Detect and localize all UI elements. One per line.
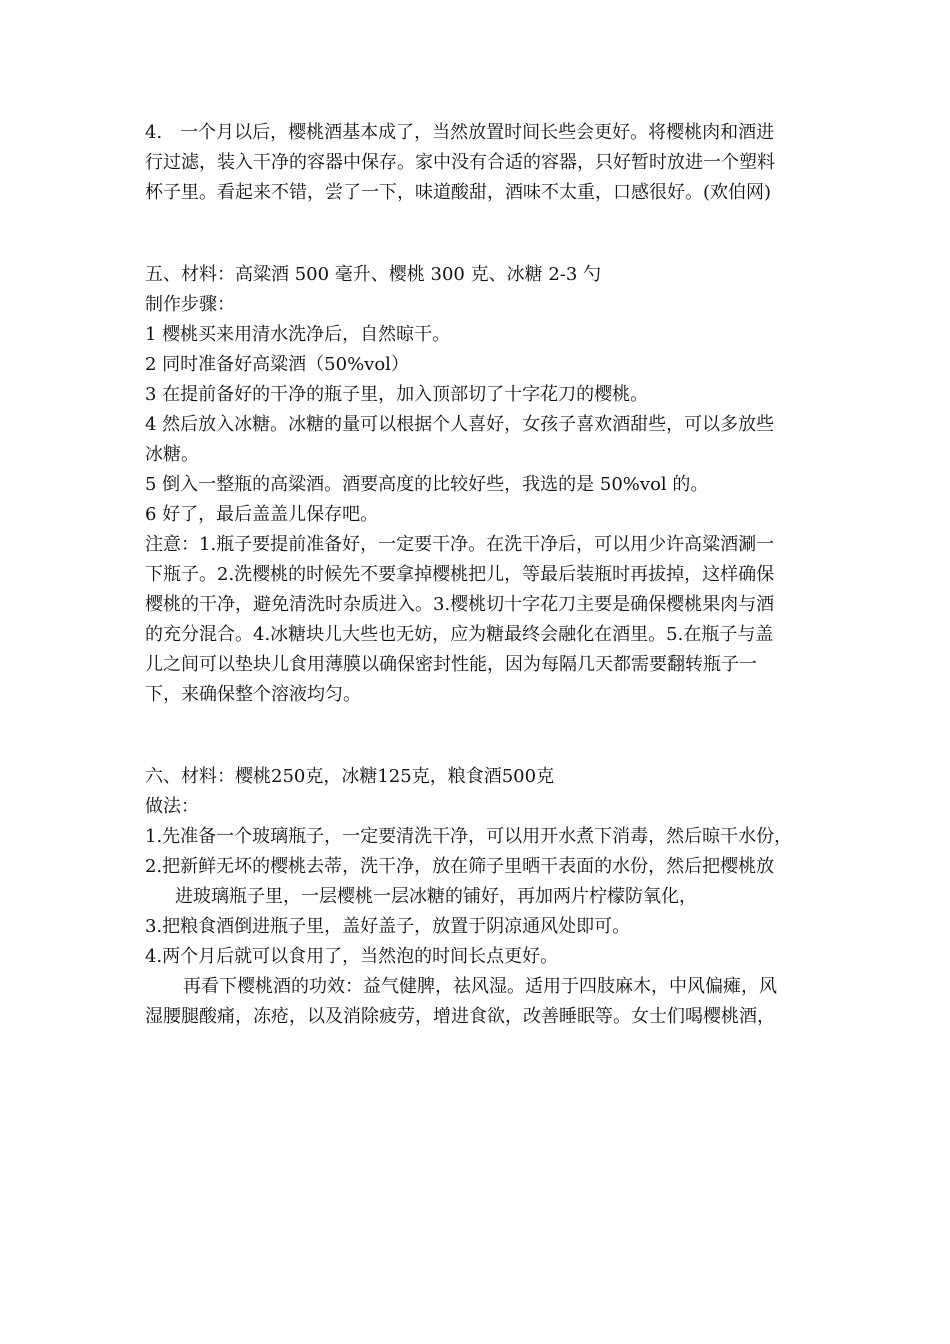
note-line: 注意：1.瓶子要提前准备好，一定要干净。在洗干净后，可以用少许高粱酒涮一 bbox=[145, 534, 775, 555]
section-4 bbox=[145, 118, 815, 208]
paragraph-line: 4. 一个月以后，樱桃酒基本成了，当然放置时间长些会更好。将樱桃肉和酒进 bbox=[145, 122, 775, 143]
method-step-2: 2.把新鲜无坏的樱桃去蒂，洗干净，放在筛子里晒干表面的水份，然后把樱桃放 bbox=[145, 856, 775, 877]
step-line: 4 然后放入冰糖。冰糖的量可以根据个人喜好，女孩子喜欢酒甜些，可以多放些 bbox=[145, 414, 775, 435]
note-line: 的充分混合。4.冰糖块儿大些也无妨，应为糖最终会融化在酒里。5.在瓶子与盖 bbox=[145, 624, 774, 645]
note-line: 下瓶子。2.洗樱桃的时候先不要拿掉樱桃把儿，等最后装瓶时再拔掉，这样确保 bbox=[145, 564, 775, 585]
note-line: 儿之间可以垫块儿食用薄膜以确保密封性能，因为每隔几天都需要翻转瓶子一 bbox=[145, 654, 757, 675]
document-page bbox=[145, 118, 815, 1032]
note-line: 下，来确保整个溶液均匀。 bbox=[145, 684, 361, 705]
step-line: 2 同时准备好高粱酒（50%vol） bbox=[145, 354, 409, 375]
section-6-title: 六、材料：樱桃250克，冰糖125克，粮食酒500克 bbox=[145, 766, 555, 787]
step-line: 冰糖。 bbox=[145, 444, 199, 465]
efficacy-line: 再看下樱桃酒的功效：益气健脾，祛风湿。适用于四肢麻木，中风偏瘫，风 bbox=[183, 976, 777, 997]
method-step-2-continued: 进玻璃瓶子里，一层樱桃一层冰糖的铺好，再加两片柠檬防氧化， bbox=[175, 886, 697, 907]
efficacy-line: 湿腰腿酸痛，冻疮，以及消除疲劳，增进食欲，改善睡眠等。女士们喝樱桃酒， bbox=[145, 1006, 775, 1027]
method-heading: 做法： bbox=[145, 796, 199, 817]
step-line: 3 在提前备好的干净的瓶子里，加入顶部切了十字花刀的樱桃。 bbox=[145, 384, 649, 405]
method-step-3: 3.把粮食酒倒进瓶子里，盖好盖子，放置于阴凉通风处即可。 bbox=[145, 916, 631, 937]
paragraph-line: 行过滤，装入干净的容器中保存。家中没有合适的容器，只好暂时放进一个塑料 bbox=[145, 152, 775, 173]
method-step-1: 1.先准备一个玻璃瓶子，一定要清洗干净，可以用开水煮下消毒，然后晾干水份， bbox=[145, 826, 793, 847]
section-5-title: 五、材料：高粱酒 500 毫升、樱桃 300 克、冰糖 2-3 勺 bbox=[145, 264, 602, 285]
steps-heading: 制作步骤： bbox=[145, 294, 235, 315]
section-6 bbox=[145, 762, 815, 1032]
method-step-4: 4.两个月后就可以食用了，当然泡的时间长点更好。 bbox=[145, 946, 559, 967]
note-line: 樱桃的干净，避免清洗时杂质进入。3.樱桃切十字花刀主要是确保樱桃果肉与酒 bbox=[145, 594, 775, 615]
step-line: 6 好了，最后盖盖儿保存吧。 bbox=[145, 504, 379, 525]
step-line: 1 樱桃买来用清水洗净后，自然晾干。 bbox=[145, 324, 451, 345]
paragraph-line: 杯子里。看起来不错，尝了一下，味道酸甜，酒味不太重，口感很好。(欢伯网) bbox=[145, 182, 772, 203]
section-5 bbox=[145, 260, 815, 710]
step-line: 5 倒入一整瓶的高粱酒。酒要高度的比较好些，我选的是 50%vol 的。 bbox=[145, 474, 709, 495]
